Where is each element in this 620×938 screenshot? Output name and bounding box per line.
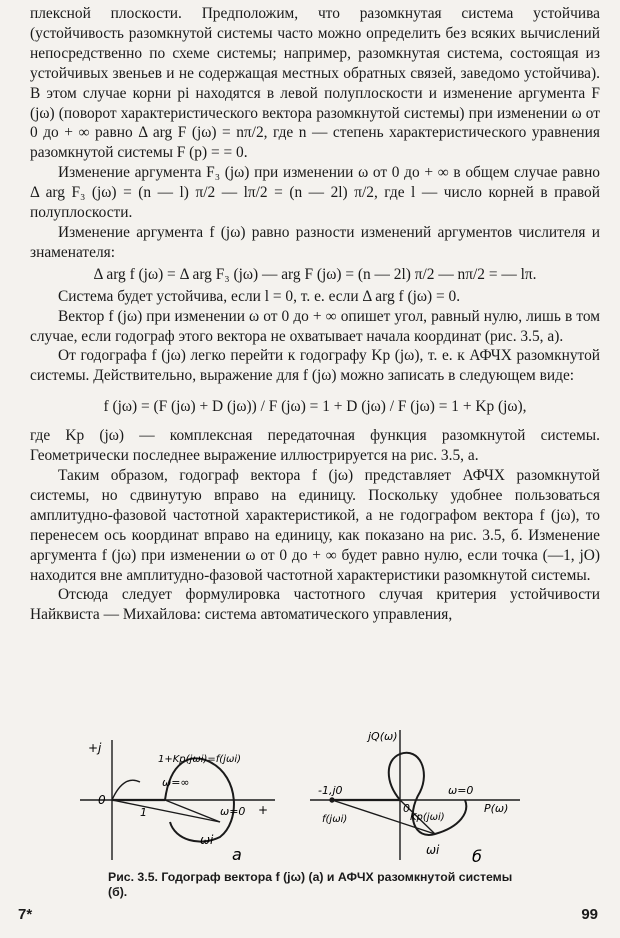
- panel-a-formula-label: 1+Kр(jωi)=f(jωi): [158, 754, 242, 765]
- figure-svg: [80, 722, 540, 872]
- figure-3-5: [80, 722, 540, 872]
- panel-b-omega-i: ωi: [426, 843, 440, 857]
- panel-b-k-label: Kр(jωi): [410, 812, 445, 823]
- panel-a-arc: [112, 780, 140, 800]
- formula-f: f (jω) = (F (jω) + D (jω)) / F (jω) = 1 + D (jω) / F (jω) = 1 + Kр (jω),: [103, 398, 527, 416]
- panel-a-plus: +: [258, 803, 269, 817]
- panel-b-p-axis: P(ω): [484, 802, 509, 815]
- paragraph-5: Вектор f (jω) при изменении ω от 0 до + ∞ опишет угол, равный нулю, лишь в том случае, если годограф этого вектора не охватывает начала координат (рис. 3.5, а).: [30, 307, 600, 345]
- panel-a-one: 1: [140, 806, 147, 819]
- panel-b-axis-jq: jQ(ω): [368, 730, 398, 743]
- panel-b-f-label: f(jωi): [322, 814, 348, 825]
- paragraph-8: Таким образом, годограф вектора f (jω) представляет АФЧХ разомкнутой системы, но сдвинутую вправо на единицу. Поскольку удобнее пользоваться амплитудно-фазовой частотной характеристикой, а не годографом вектора f (jω), то перенесем ось координат вправо на единицу, как показано на рис. 3.5, б. Изменение аргумента f (jω) при изменении ω от 0 до + ∞ будет равно нулю, если точка (—1, jO) находится вне амплитудно-фазовой частотной характеристики разомкнутой системы.: [30, 467, 600, 584]
- paragraph-7: где Kр (jω) — комплексная передаточная функция разомкнутой системы. Геометрически последнее выражение иллюстрируется на рис. 3.5, а.: [30, 427, 600, 465]
- page-number: 99: [581, 906, 598, 923]
- paragraph-4: Система будет устойчива, если l = 0, т. е. если Δ arg f (jω) = 0.: [58, 287, 461, 305]
- paragraph-1: плексной плоскости. Предположим, что разомкнутая система устойчива (устойчивость разомкнутой системы часто можно определить без всяких вычислений непосредственно по схеме системы; например, разомкнутая система, состоящая из устойчивых звеньев и не содержащая местных обратных связей, заведомо устойчива). В этом случае корни pi находятся в левой полуплоскости и изменение аргумента F (jω) (поворот характеристического вектора разомкнутой системы) при изменении ω от 0 до + ∞ равно Δ arg F (jω) = nπ/2, где n — степень характеристического уравнения разомкнутой системы F (p) = = 0.: [30, 5, 600, 162]
- panel-b-letter: б: [472, 847, 482, 866]
- panel-a-axis-j: +j: [88, 741, 102, 755]
- paragraph-2: Изменение аргумента F₃ (jω) при изменении ω от 0 до + ∞ в общем случае равно Δ arg F₃ (jω) = (n — l) π/2 — lπ/2 = (n — 2l) π/2, где l — число корней в правой полуплоскости.: [30, 164, 600, 222]
- panel-a-omega-i: ωi: [200, 833, 214, 847]
- panel-b-omega-zero: ω=0: [448, 784, 474, 797]
- signature-mark: 7*: [18, 906, 33, 923]
- body-text: [30, 4, 600, 625]
- formula-arg: Δ arg f (jω) = Δ arg F₃ (jω) — arg F (jω) = (n — 2l) π/2 — nπ/2 = — lπ.: [93, 265, 537, 283]
- panel-b-point: [330, 798, 334, 802]
- figure-caption: Рис. 3.5. Годограф вектора f (jω) (а) и АФЧХ разомкнутой системы (б).: [108, 870, 513, 899]
- paragraph-6: От годографа f (jω) легко перейти к годографу Kр (jω), т. е. к АФЧХ разомкнутой системы. Действительно, выражение для f (jω) можно записать в следующем виде:: [30, 347, 600, 385]
- paragraph-3: Изменение аргумента f (jω) равно разности изменений аргументов числителя и знаменателя:: [30, 223, 600, 261]
- panel-a-vector-k: [165, 800, 220, 822]
- panel-a-omega-zero: ω=0: [220, 805, 246, 818]
- panel-a-origin: 0: [98, 793, 106, 807]
- panel-a-vector-f: [112, 800, 220, 822]
- panel-a-letter: а: [232, 845, 242, 864]
- paragraph-9: Отсюда следует формулировка частотного случая критерия устойчивости Найквиста — Михайлова: система автоматического управления,: [30, 586, 600, 624]
- panel-b-origin: 0: [403, 802, 410, 815]
- panel-a-omega-inf: ω=∞: [162, 776, 190, 789]
- panel-b-point-label: -1,j0: [318, 784, 343, 797]
